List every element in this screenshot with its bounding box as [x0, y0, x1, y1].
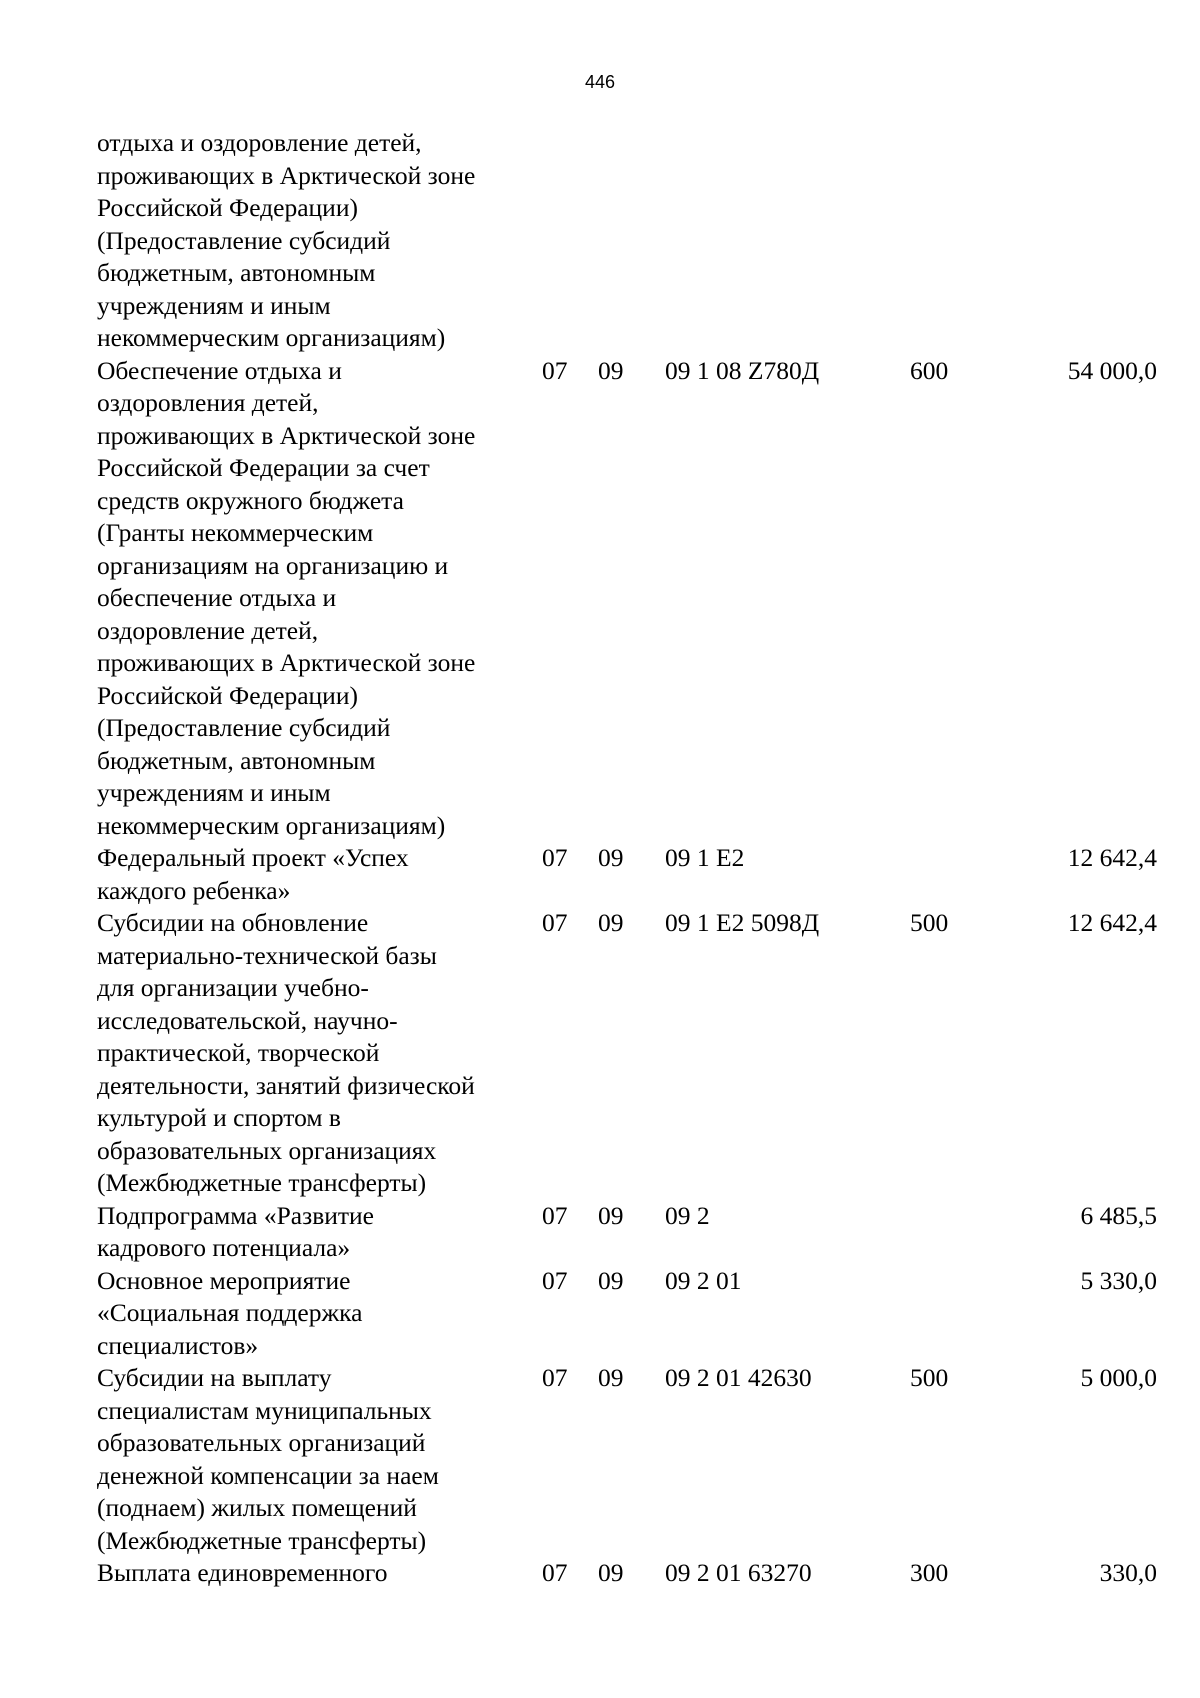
row-target-article: 09 1 E2	[665, 843, 745, 872]
row-subsection	[598, 127, 665, 355]
table-row	[97, 1557, 1157, 1590]
row-name: Федеральный проект «Успех каждого ребенка»	[97, 843, 409, 905]
row-target-article: 09 2 01 42630	[665, 1363, 812, 1392]
row-section	[542, 127, 598, 355]
table-row	[97, 1265, 1157, 1363]
row-amount: 6 485,5	[1080, 1200, 1157, 1230]
row-section: 07	[542, 1200, 568, 1230]
row-expense-type	[910, 127, 1020, 355]
row-section: 07	[542, 355, 568, 385]
row-section: 07	[542, 1558, 568, 1587]
table-row	[97, 907, 1157, 1200]
row-expense-type	[910, 842, 1020, 907]
row-subsection: 09	[598, 355, 624, 385]
table-row	[97, 1200, 1157, 1265]
row-target-article: 09 1 E2 5098Д	[665, 908, 820, 937]
row-section: 07	[542, 908, 568, 937]
row-name: Субсидии на обновление материально-технической базы для организации учебно- исследовательской, научно- практической, творческой деятельности, занятий физической культурой и спортом в образовательных организациях (Межбюджетные трансферты)	[97, 908, 475, 1197]
row-section: 07	[542, 1363, 568, 1392]
row-amount: 330,0	[1099, 1558, 1157, 1587]
row-target-article	[665, 127, 910, 355]
row-name: Субсидии на выплату специалистам муниципальных образовательных организаций денежной компенсации за наем (поднаем) жилых помещений (Межбюджетные трансферты)	[97, 1363, 439, 1555]
row-amount	[1020, 127, 1157, 355]
row-expense-type: 500	[910, 908, 949, 937]
table-row	[97, 127, 1157, 355]
row-subsection: 09	[598, 1265, 624, 1295]
row-subsection: 09	[598, 1200, 624, 1230]
row-amount: 54 000,0	[1067, 355, 1157, 385]
row-section: 07	[542, 843, 568, 872]
budget-table	[97, 127, 1157, 1590]
row-amount: 5 000,0	[1080, 1363, 1157, 1392]
row-expense-type	[910, 1265, 1020, 1363]
row-name: отдыха и оздоровление детей, проживающих в Арктической зоне Российской Федерации) (Предоставление субсидий бюджетным, автономным учреждениям и иным некоммерческим организациям)	[97, 128, 476, 352]
row-amount: 12 642,4	[1067, 843, 1157, 872]
row-target-article: 09 2	[665, 1200, 710, 1230]
row-amount: 5 330,0	[1080, 1265, 1157, 1295]
row-expense-type: 600	[910, 355, 949, 385]
table-row	[97, 1362, 1157, 1557]
row-subsection: 09	[598, 1558, 624, 1587]
row-expense-type	[910, 1200, 1020, 1265]
row-name: Основное мероприятие «Социальная поддержка специалистов»	[97, 1265, 363, 1360]
row-subsection: 09	[598, 1363, 624, 1392]
table-row	[97, 842, 1157, 907]
row-name: Обеспечение отдыха и оздоровления детей, проживающих в Арктической зоне Российской Федерации за счет средств окружного бюджета (Гранты некоммерческим организациям на организацию и обеспечение отдыха и оздоровление детей, проживающих в Арктической зоне Российской Федерации) (Предоставление субсидий бюджетным, автономным учреждениям и иным некоммерческим организациям)	[97, 355, 476, 840]
table-row	[97, 355, 1157, 843]
row-target-article: 09 2 01	[665, 1265, 742, 1295]
row-section: 07	[542, 1265, 568, 1295]
row-amount: 12 642,4	[1067, 908, 1157, 937]
row-name: Подпрограмма «Развитие кадрового потенциала»	[97, 1200, 374, 1262]
page-number: 446	[584, 72, 616, 92]
row-expense-type: 300	[910, 1558, 949, 1587]
row-target-article: 09 2 01 63270	[665, 1558, 812, 1587]
row-subsection: 09	[598, 843, 624, 872]
row-subsection: 09	[598, 908, 624, 937]
row-expense-type: 500	[910, 1363, 949, 1392]
row-name: Выплата единовременного	[97, 1558, 388, 1587]
table-body	[97, 127, 1157, 1590]
row-target-article: 09 1 08 Z780Д	[665, 355, 820, 385]
